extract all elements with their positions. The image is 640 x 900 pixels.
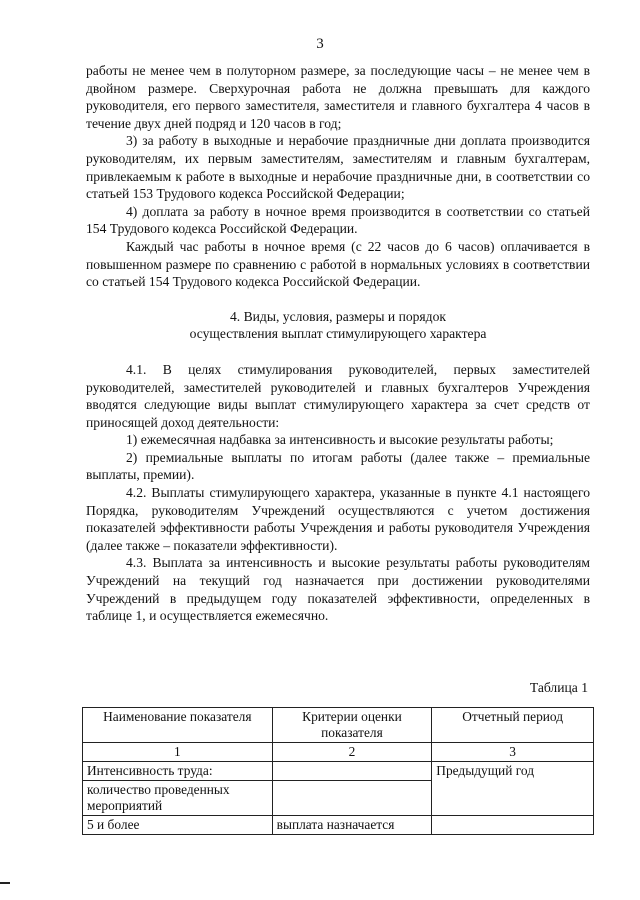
- table-cell: [272, 762, 432, 781]
- paragraph-overtime-continued: работы не менее чем в полуторном размере, за последующие часы – не менее чем в двойном размере. Сверхурочная работа не должна превышать для каждого руководителя, его первого заместителя, заместителя и главного бухгалтера 4 часов в течение двух дней подряд и 120 часов в год;: [86, 63, 590, 131]
- document-body: [86, 62, 590, 625]
- table-caption: Таблица 1: [529, 680, 588, 695]
- paragraph-4-1-item-2: 2) премиальные выплаты по итогам работы (далее также – премиальные выплаты, премии).: [86, 449, 590, 483]
- table-cell: 5 и более: [83, 816, 273, 835]
- scan-edge-mark: [0, 882, 10, 884]
- table-row: [83, 816, 594, 835]
- paragraph-weekend-pay: 3) за работу в выходные и нерабочие праздничные дни доплата производится руководителям, их первым заместителям, заместителям и главным бухгалтерам, привлекаемым к работе в выходные и нерабочие праздничные дни, в соответствии со статьей 153 Трудового кодекса Российской Федерации;: [86, 133, 590, 202]
- page-number: 3: [316, 36, 324, 52]
- paragraph-night-hours: Каждый час работы в ночное время (с 22 часов до 6 часов) оплачивается в повышенном размере по сравнению с работой в нормальных условиях в соответствии со статьей 154 Трудового кодекса Российской Федерации.: [86, 238, 590, 290]
- section-4-heading: [86, 308, 590, 343]
- paragraph-4-1: 4.1. В целях стимулирования руководителей, первых заместителей руководителей, заместителей руководителей и главных бухгалтеров Учреждения вводятся следующие виды выплат стимулирующего характера за счет средств от приносящей доход деятельности:: [86, 361, 590, 430]
- column-number: 2: [272, 743, 432, 762]
- header-criteria: Критерии оценки показателя: [272, 708, 432, 743]
- table-cell: выплата назначается: [272, 816, 432, 835]
- column-number: 3: [432, 743, 594, 762]
- header-period: Отчетный период: [432, 708, 594, 743]
- table-cell: Интенсивность труда:: [83, 762, 273, 781]
- header-indicator-name: Наименование показателя: [83, 708, 273, 743]
- section-4-heading-line-2: осуществления выплат стимулирующего характера: [189, 326, 487, 342]
- table-cell: [272, 781, 432, 816]
- table-cell: количество проведенных мероприятий: [83, 781, 273, 816]
- paragraph-4-1-item-1: 1) ежемесячная надбавка за интенсивность и высокие результаты работы;: [126, 432, 554, 448]
- table-cell: [432, 816, 594, 835]
- indicator-table: [82, 707, 594, 835]
- section-4-heading-line-1: 4. Виды, условия, размеры и порядок: [229, 308, 447, 324]
- table-number-row: [83, 743, 594, 762]
- table-cell: Предыдущий год: [432, 762, 594, 816]
- paragraph-4-3: 4.3. Выплата за интенсивность и высокие результаты работы руководителям Учреждений на текущий год назначается при достижении руководителями Учреждений в предыдущем году показателей эффективности, определенных в таблице 1, и осуществляется ежемесячно.: [86, 555, 590, 624]
- table-row: [83, 762, 594, 781]
- table-header-row: [83, 708, 594, 743]
- paragraph-night-pay: 4) доплата за работу в ночное время производится в соответствии со статьей 154 Трудового кодекса Российской Федерации.: [86, 203, 590, 237]
- paragraph-4-2: 4.2. Выплаты стимулирующего характера, указанные в пункте 4.1 настоящего Порядка, руководителям Учреждений осуществляются с учетом достижения показателей эффективности работы Учреждения и работы руководителя Учреждения (далее также – показатели эффективности).: [86, 485, 590, 553]
- column-number: 1: [83, 743, 273, 762]
